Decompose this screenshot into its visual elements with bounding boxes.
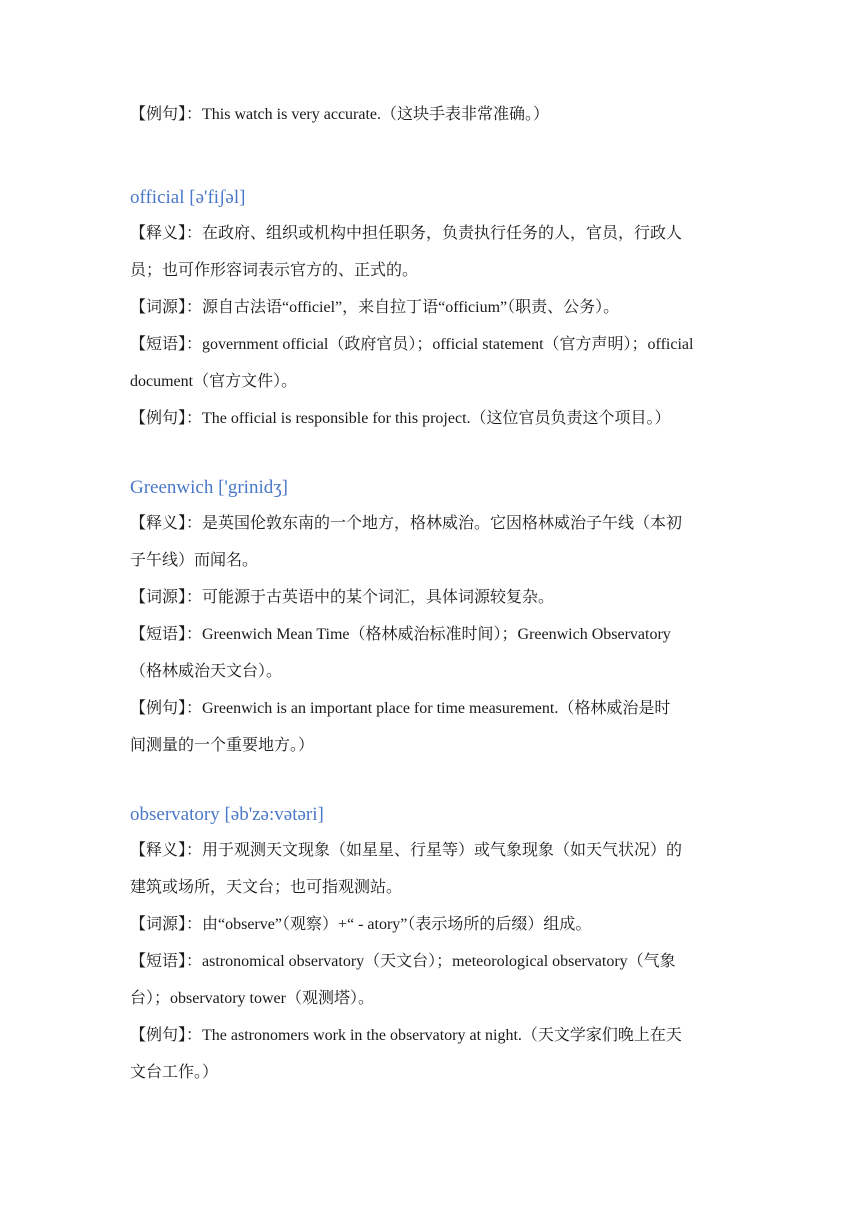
entry-body bbox=[130, 832, 732, 1091]
etymology-line: 【词源】：可能源于古英语中的某个词汇，具体词源较复杂。 bbox=[130, 589, 555, 606]
phrases-line: 台）；observatory tower（观测塔）。 bbox=[130, 990, 374, 1007]
phrases-line: document（官方文件）。 bbox=[130, 373, 298, 390]
entry-headword: Greenwich ['grinidʒ] bbox=[130, 477, 288, 498]
entry-body bbox=[130, 215, 732, 437]
example-line: 文台工作。） bbox=[130, 1064, 219, 1081]
definition-line: 【释义】：在政府、组织或机构中担任职务，负责执行任务的人，官员，行政人 bbox=[130, 225, 683, 242]
example-line: 【例句】：The astronomers work in the observatory at night.（天文学家们晚上在天 bbox=[130, 1027, 682, 1044]
etymology-line: 【词源】：源自古法语“officiel”，来自拉丁语“officium”（职责、公务）。 bbox=[130, 299, 620, 316]
example-line: 【例句】：The official is responsible for this project.（这位官员负责这个项目。） bbox=[130, 410, 671, 427]
entry-official bbox=[130, 183, 732, 437]
intro-example-line: 【例句】：This watch is very accurate.（这块手表非常准确。） bbox=[130, 106, 550, 123]
entry-body bbox=[130, 505, 732, 764]
entry-headword: observatory [əb'zə:vətəri] bbox=[130, 804, 324, 825]
definition-line: 【释义】：用于观测天文现象（如星星、行星等）或气象现象（如天气状况）的 bbox=[130, 842, 683, 859]
entry-headword: official [ə'fiʃəl] bbox=[130, 187, 246, 208]
phrases-line: 【短语】：astronomical observatory（天文台）；meteorological observatory（气象 bbox=[130, 953, 676, 970]
definition-line: 建筑或场所，天文台；也可指观测站。 bbox=[130, 879, 403, 896]
phrases-line: 【短语】：government official（政府官员）；official statement（官方声明）；official bbox=[130, 336, 694, 353]
definition-line: 员；也可作形容词表示官方的、正式的。 bbox=[130, 262, 419, 279]
document-page bbox=[130, 96, 732, 1091]
definition-line: 【释义】：是英国伦敦东南的一个地方，格林威治。它因格林威治子午线（本初 bbox=[130, 515, 683, 532]
entry-greenwich bbox=[130, 473, 732, 764]
phrases-line: 【短语】：Greenwich Mean Time（格林威治标准时间）；Greenwich Observatory bbox=[130, 626, 671, 643]
entry-observatory bbox=[130, 800, 732, 1091]
definition-line: 子午线）而闻名。 bbox=[130, 552, 259, 569]
phrases-line: （格林威治天文台）。 bbox=[130, 663, 283, 680]
example-line: 【例句】：Greenwich is an important place for time measurement.（格林威治是时 bbox=[130, 700, 671, 717]
spacer bbox=[130, 133, 732, 183]
example-line: 间测量的一个重要地方。） bbox=[130, 737, 315, 754]
spacer bbox=[130, 437, 732, 473]
etymology-line: 【词源】：由“observe”（观察）+“ - atory”（表示场所的后缀）组成。 bbox=[130, 916, 592, 933]
spacer bbox=[130, 764, 732, 800]
